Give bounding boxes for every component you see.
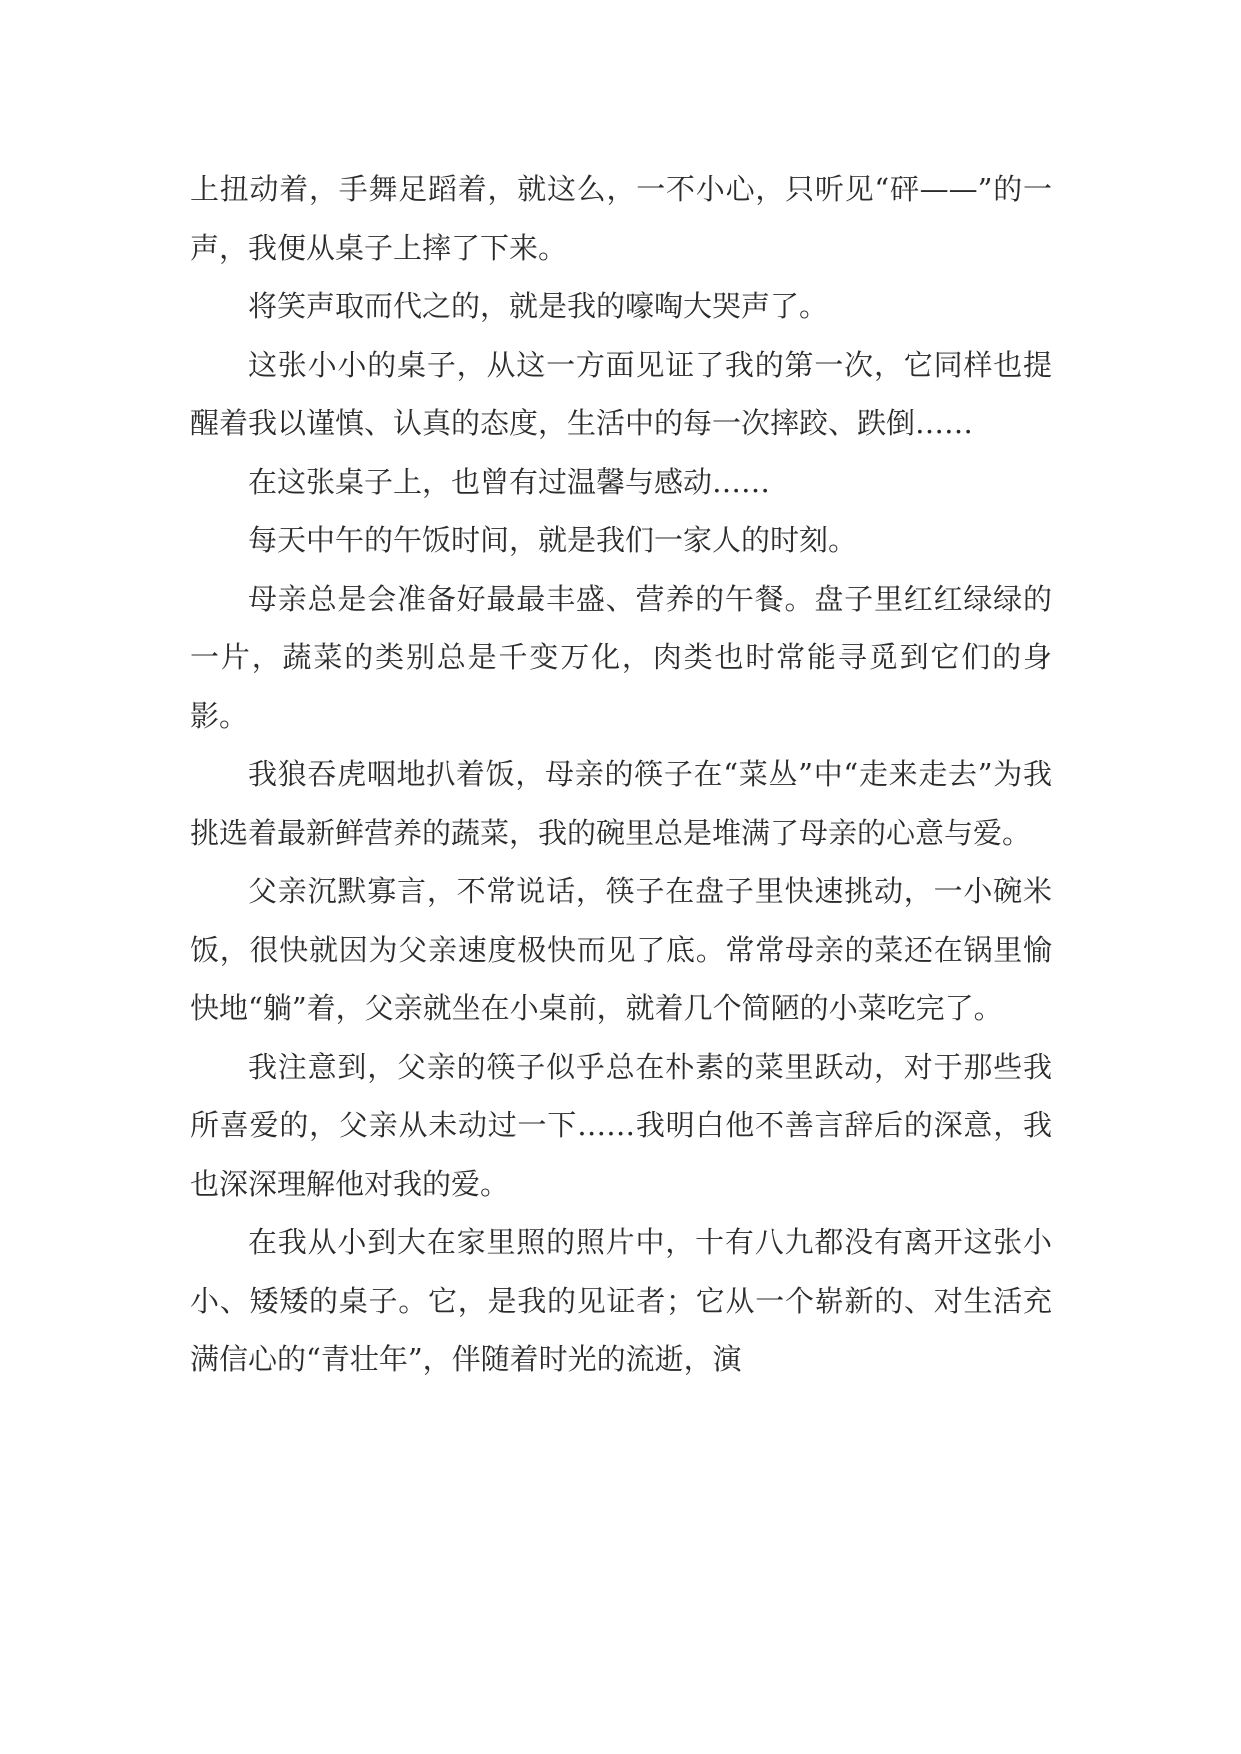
paragraph-3: 这张小小的桌子，从这一方面见证了我的第一次，它同样也提醒着我以谨慎、认真的态度，生活中的每一次摔跤、跌倒……: [190, 347, 1052, 440]
document-body: [190, 160, 1052, 1389]
paragraph-7: 我狼吞虎咽地扒着饭，母亲的筷子在“菜丛”中“走来走去”为我挑选着最新鲜营养的蔬菜，我的碗里总是堆满了母亲的心意与爱。: [190, 757, 1052, 850]
paragraph-10: 在我从小到大在家里照的照片中，十有八九都没有离开这张小小、矮矮的桌子。它，是我的见证者；它从一个崭新的、对生活充满信心的“青壮年”，伴随着时光的流逝，演: [190, 1225, 1052, 1376]
paragraph-8: 父亲沉默寡言，不常说话，筷子在盘子里快速挑动，一小碗米饭，很快就因为父亲速度极快而见了底。常常母亲的菜还在锅里愉快地“躺”着，父亲就坐在小桌前，就着几个简陋的小菜吃完了。: [190, 874, 1052, 1025]
paragraph-2: 将笑声取而代之的，就是我的嚎啕大哭声了。: [248, 289, 829, 323]
paragraph-9: 我注意到，父亲的筷子似乎总在朴素的菜里跃动，对于那些我所喜爱的，父亲从未动过一下……我明白他不善言辞后的深意，我也深深理解他对我的爱。: [190, 1049, 1052, 1201]
paragraph-5: 每天中午的午饭时间，就是我们一家人的时刻。: [248, 523, 858, 557]
paragraph-4: 在这张桌子上，也曾有过温馨与感动……: [248, 464, 771, 499]
paragraph-1: 上扭动着，手舞足蹈着，就这么，一不小心，只听见“砰——”的一声，我便从桌子上摔了下来。: [190, 172, 1052, 265]
paragraph-6: 母亲总是会准备好最最丰盛、营养的午餐。盘子里红红绿绿的一片，蔬菜的类别总是千变万化，肉类也时常能寻觅到它们的身影。: [190, 581, 1052, 733]
